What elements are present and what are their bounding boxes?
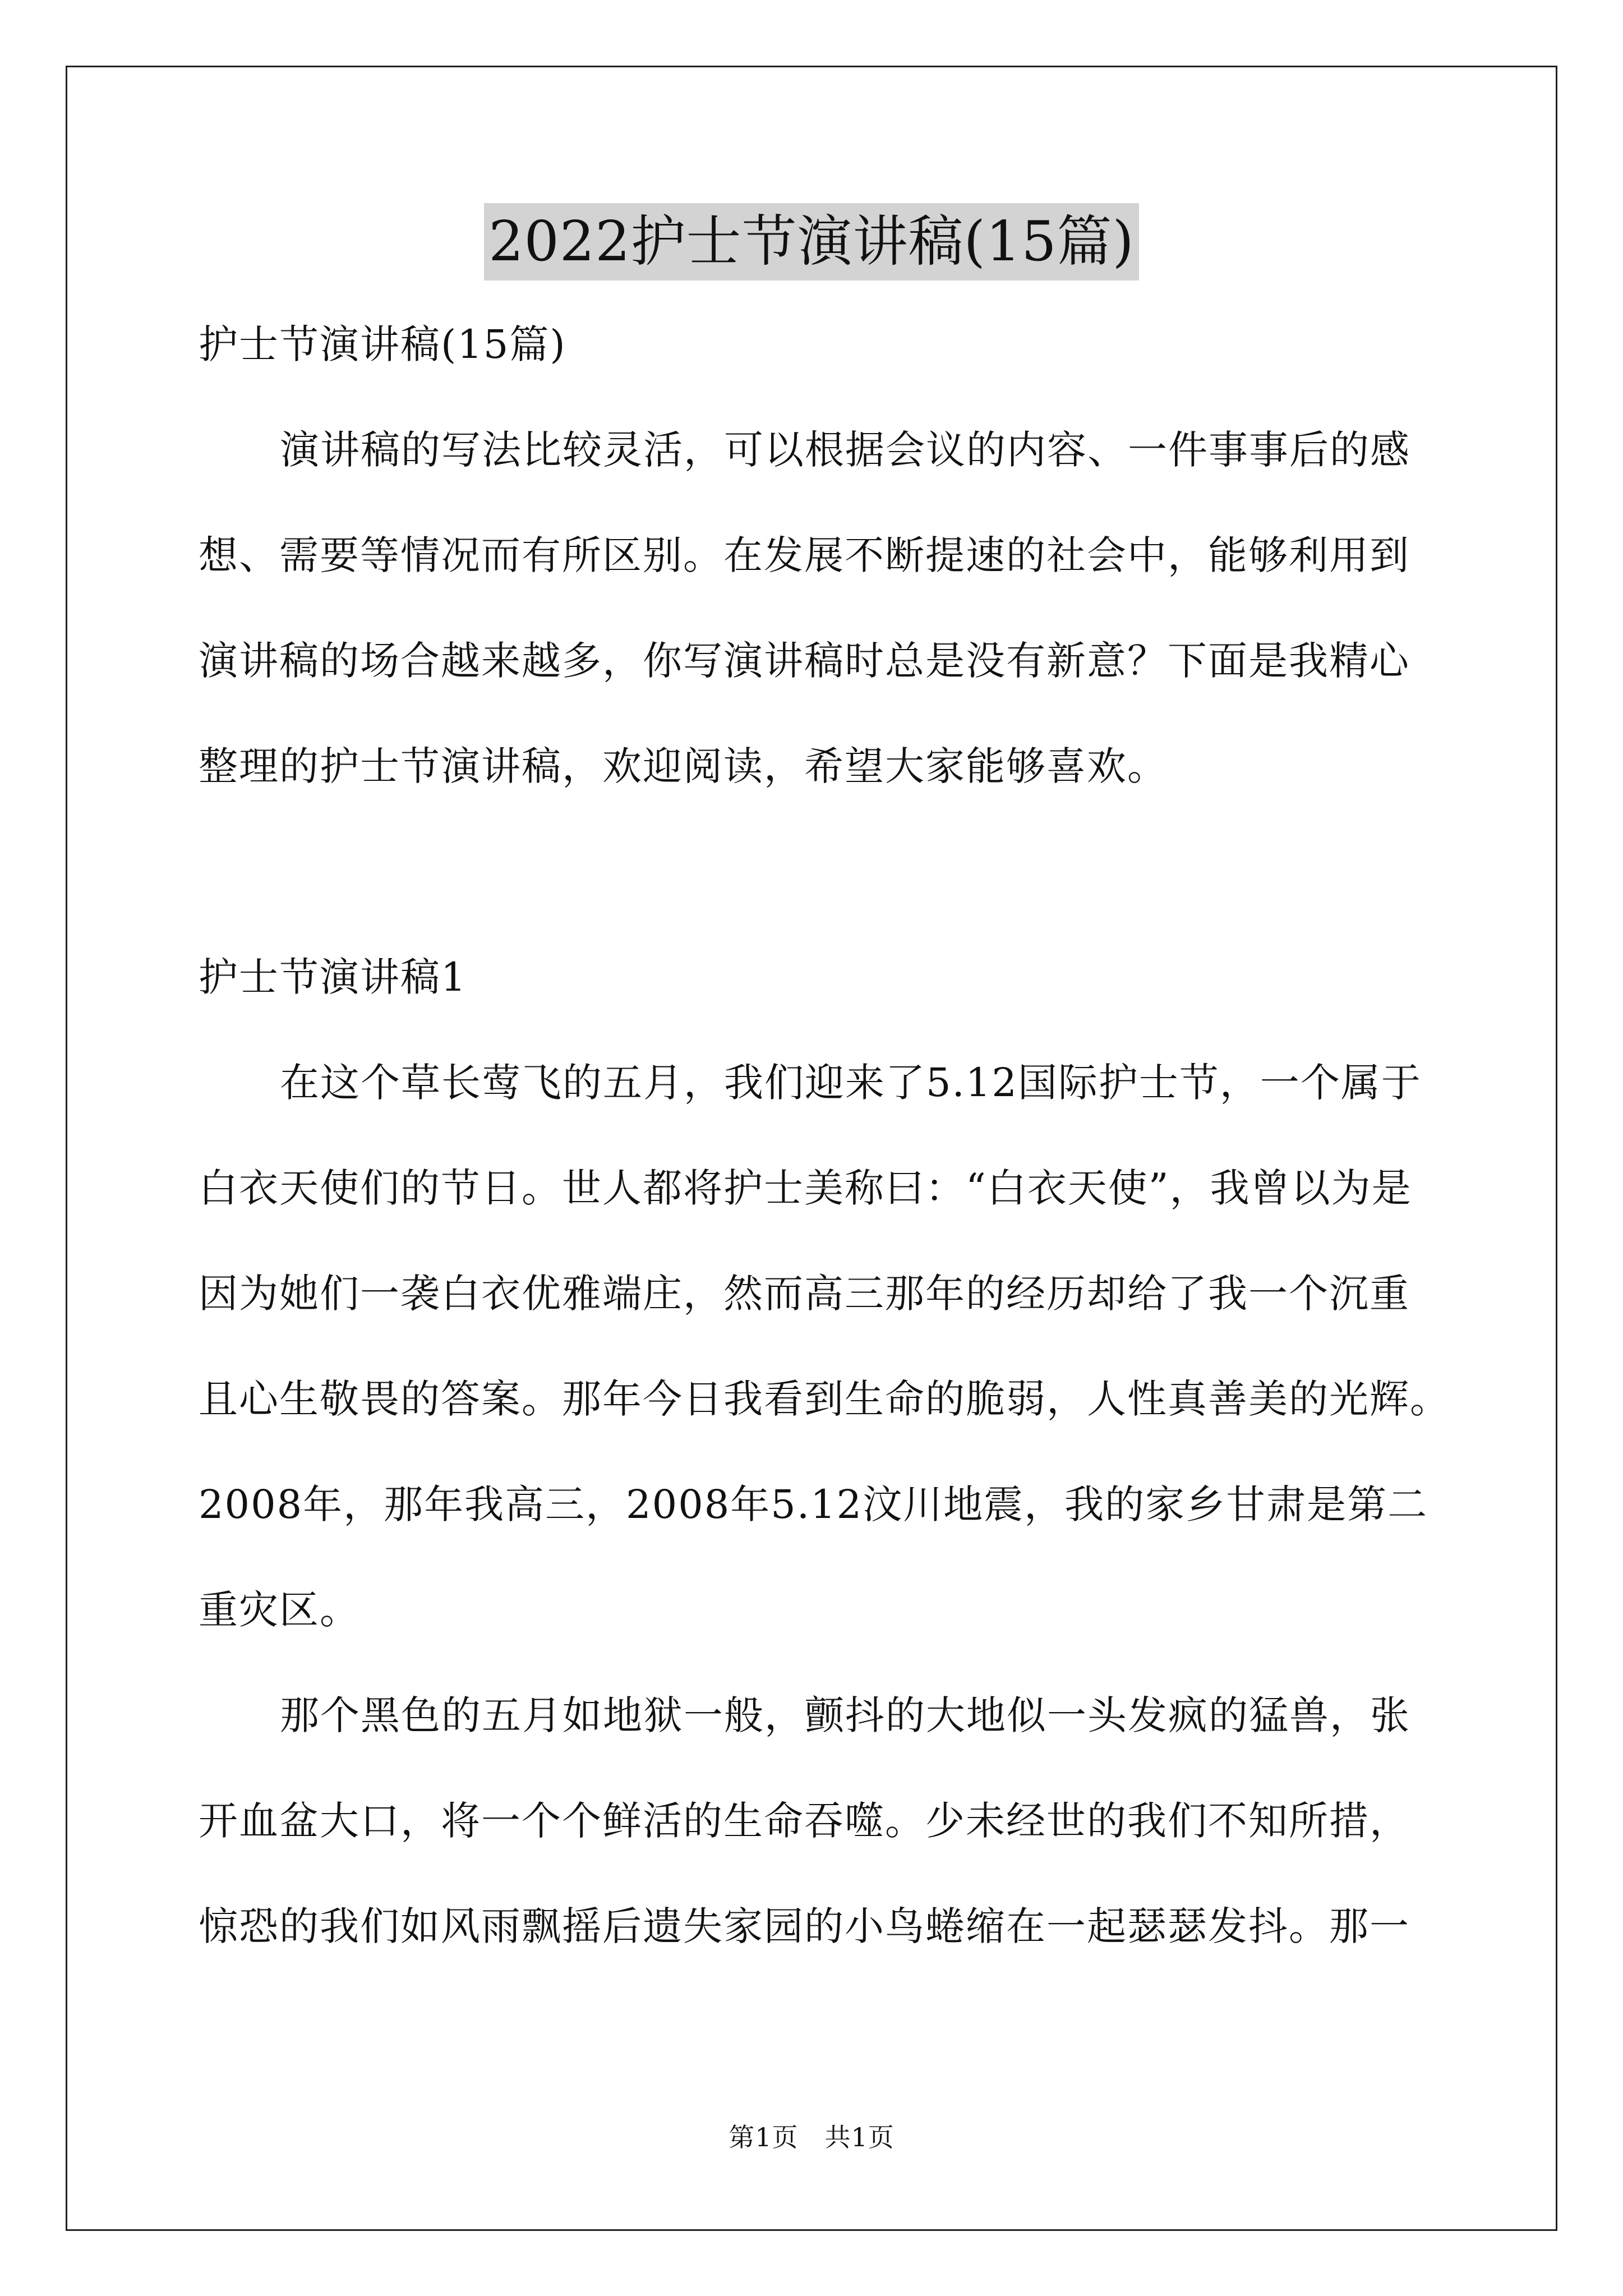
page-footer: 第1页 共1页 <box>728 2122 895 2152</box>
paragraph-line: 惊恐的我们如风雨飘摇后遗失家园的小鸟蜷缩在一起瑟瑟发抖。那一 <box>199 1903 1410 1949</box>
paragraph-line: 开血盆大口，将一个个鲜活的生命吞噬。少未经世的我们不知所措， <box>199 1798 1410 1844</box>
intro-line: 演讲稿的场合越来越多，你写演讲稿时总是没有新意？下面是我精心 <box>199 638 1410 684</box>
document-body <box>199 292 1450 1979</box>
spacer <box>199 819 1432 924</box>
intro-line: 演讲稿的写法比较灵活，可以根据会议的内容、一件事事后的感 <box>280 427 1410 473</box>
section-heading: 护士节演讲稿1 <box>199 954 467 1000</box>
paragraph-1 <box>199 1030 1450 1663</box>
intro-line: 想、需要等情况而有所区别。在发展不断提速的社会中，能够利用到 <box>199 532 1410 578</box>
paragraph-line: 重灾区。 <box>199 1587 360 1633</box>
paragraph-2 <box>199 1663 1432 1979</box>
subtitle: 护士节演讲稿(15篇) <box>199 321 566 367</box>
title-wrap <box>0 203 1623 280</box>
intro-line: 整理的护士节演讲稿，欢迎阅读，希望大家能够喜欢。 <box>199 743 1168 789</box>
paragraph-line: 在这个草长莺飞的五月，我们迎来了5.12国际护士节，一个属于 <box>280 1060 1422 1106</box>
paragraph-line: 且心生敬畏的答案。那年今日我看到生命的脆弱，人性真善美的光辉。 <box>199 1376 1450 1422</box>
paragraph-line: 因为她们一袭白衣优雅端庄，然而高三那年的经历却给了我一个沉重 <box>199 1271 1410 1317</box>
paragraph-line: 那个黑色的五月如地狱一般，颤抖的大地似一头发疯的猛兽，张 <box>280 1692 1410 1738</box>
intro-paragraph <box>199 397 1432 819</box>
document-title: 2022护士节演讲稿(15篇) <box>484 203 1139 280</box>
paragraph-line: 2008年，那年我高三，2008年5.12汶川地震，我的家乡甘肃是第二 <box>199 1481 1428 1527</box>
paragraph-line: 白衣天使们的节日。世人都将护士美称曰：“白衣天使”，我曾以为是 <box>199 1165 1412 1211</box>
